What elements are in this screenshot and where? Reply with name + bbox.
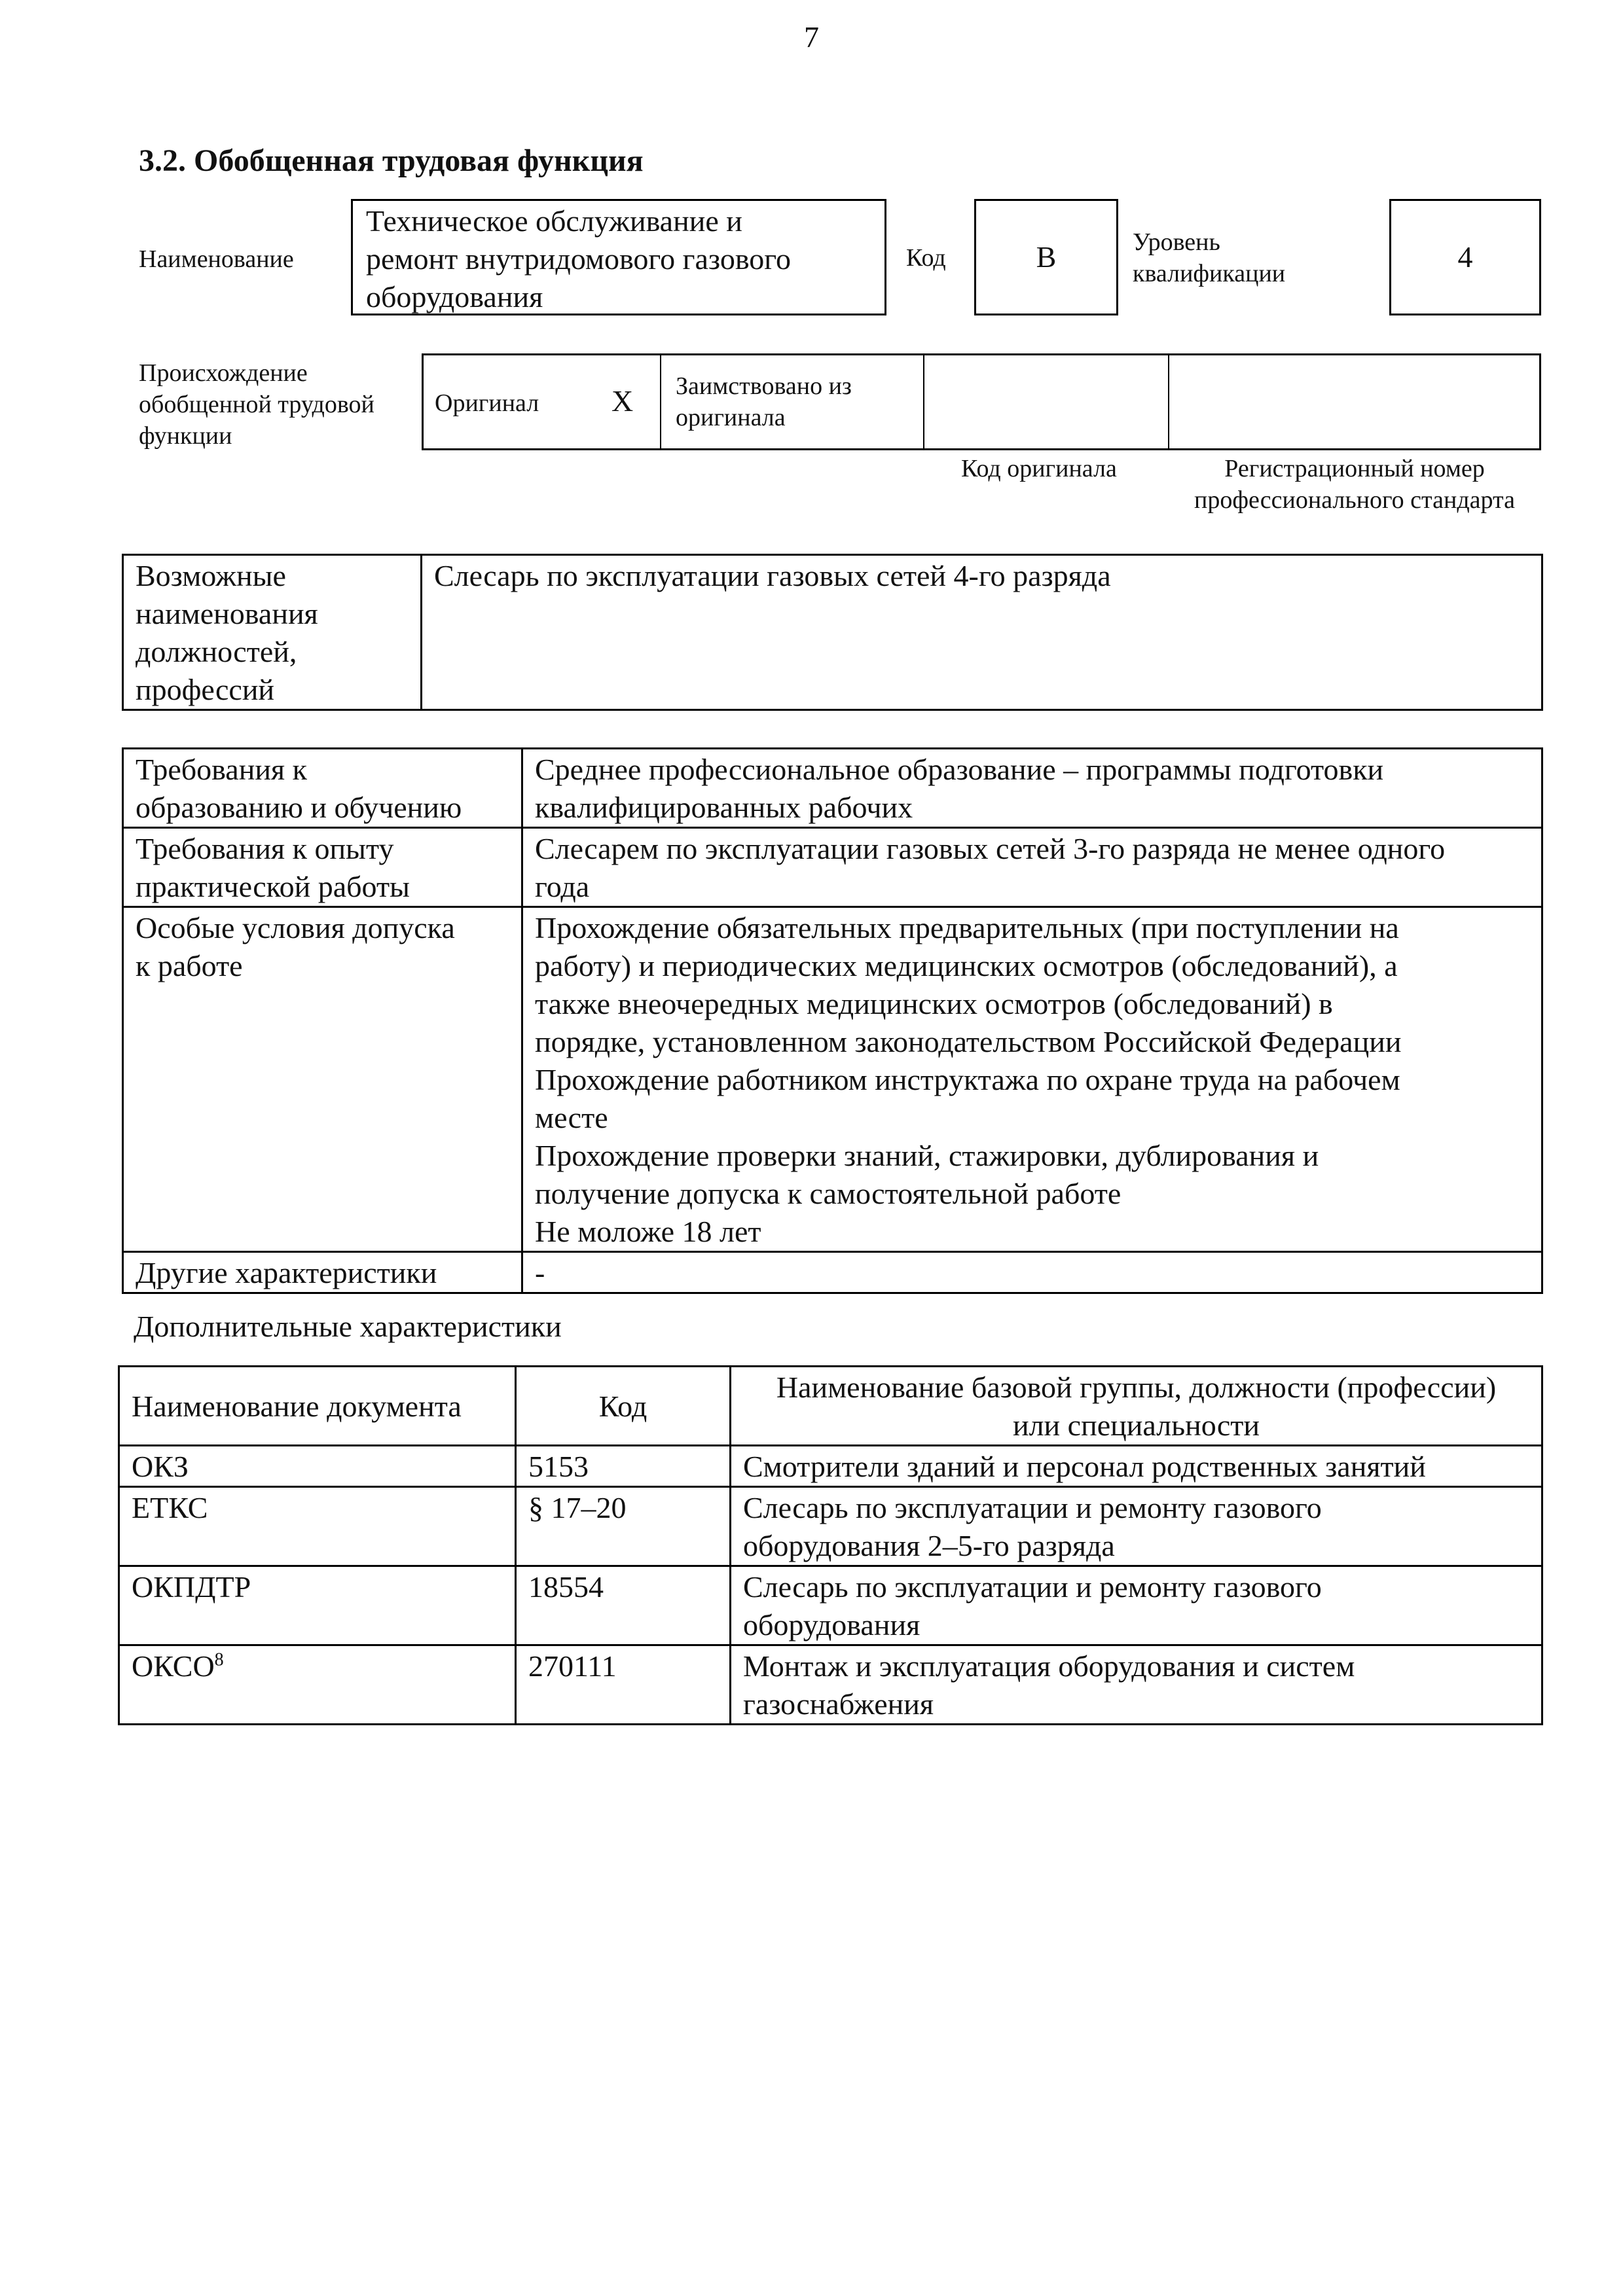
positions-table: [122, 554, 1543, 711]
table-row: [119, 1566, 1542, 1645]
origin-label: Происхождение обобщенной трудовой функции: [139, 359, 374, 450]
origin-divider: [660, 353, 661, 450]
doc-cell: [119, 1566, 516, 1645]
positions-row: [123, 555, 1542, 710]
doc-footnote: 8: [214, 1649, 224, 1670]
doc-cell: [119, 1645, 516, 1725]
positions-value: Слесарь по эксплуатации газовых сетей 4-го разряда: [422, 555, 1542, 710]
origin-box: [422, 353, 1541, 450]
requirement-value: -: [522, 1252, 1542, 1293]
origin-divider: [923, 353, 924, 450]
code-cell: 18554: [516, 1566, 731, 1645]
table-row: [123, 749, 1542, 828]
requirement-label: Другие характеристики: [123, 1252, 522, 1293]
requirement-label: Требования к образованию и обучению: [123, 749, 522, 828]
section-title: 3.2. Обобщенная трудовая функция: [139, 143, 644, 178]
requirement-label: Особые условия допуска к работе: [123, 907, 522, 1252]
requirement-value: Среднее профессиональное образование – программы подготовки квалифицированных рабочих: [522, 749, 1542, 828]
table-row: [123, 907, 1542, 1252]
header-name: Наименование базовой группы, должности (профессии) или специальности: [731, 1367, 1542, 1446]
table-row: [123, 828, 1542, 907]
header-code: Код: [516, 1367, 731, 1446]
table-row: [119, 1487, 1542, 1566]
name-cell: Слесарь по эксплуатации и ремонту газового оборудования: [731, 1566, 1542, 1645]
original-mark: X: [611, 384, 634, 418]
additional-title: Дополнительные характеристики: [134, 1310, 562, 1343]
table-row: [119, 1446, 1542, 1487]
doc-name: ОКСО: [132, 1649, 215, 1683]
code-cell: § 17–20: [516, 1487, 731, 1566]
doc-cell: [119, 1487, 516, 1566]
level-label: Уровень квалификации: [1133, 228, 1286, 287]
name-cell: Слесарь по эксплуатации и ремонту газового оборудования 2–5-го разряда: [731, 1487, 1542, 1566]
original-label: Оригинал: [435, 389, 539, 417]
additional-table: [118, 1365, 1543, 1725]
name-cell: Смотрители зданий и персонал родственных занятий: [731, 1446, 1542, 1487]
code-cell: 270111: [516, 1645, 731, 1725]
positions-label: Возможные наименования должностей, профессий: [123, 555, 422, 710]
page-number: 7: [804, 20, 819, 54]
table-header-row: [119, 1367, 1542, 1446]
name-label: Наименование: [139, 245, 294, 273]
code-value: B: [974, 199, 1118, 315]
borrowed-label: Заимствовано из оригинала: [676, 372, 852, 431]
code-label: Код: [906, 244, 946, 272]
requirement-value: Прохождение обязательных предварительных (при поступлении на работу) и периодических медицинских осмотров (обследований), а также внеочередных медицинских осмотров (обследований) в порядке, установленном законодательством Российской Федерации Прохождение работником инструктажа по охране труда на рабочем месте Прохождение проверки знаний, стажировки, дублирования и получение допуска к самостоятельной работе Не моложе 18 лет: [522, 907, 1542, 1252]
doc-name: ЕТКС: [132, 1491, 208, 1524]
name-value: Техническое обслуживание и ремонт внутридомового газового оборудования: [351, 199, 886, 315]
requirement-label: Требования к опыту практической работы: [123, 828, 522, 907]
requirement-value: Слесарем по эксплуатации газовых сетей 3-го разряда не менее одного года: [522, 828, 1542, 907]
table-row: [123, 1252, 1542, 1293]
doc-cell: [119, 1446, 516, 1487]
origin-divider: [1168, 353, 1169, 450]
table-row: [119, 1645, 1542, 1725]
code-cell: 5153: [516, 1446, 731, 1487]
reg-number-caption: Регистрационный номер профессионального стандарта: [1194, 455, 1515, 514]
level-value: 4: [1389, 199, 1541, 315]
header-doc: Наименование документа: [119, 1367, 516, 1446]
name-cell: Монтаж и эксплуатация оборудования и систем газоснабжения: [731, 1645, 1542, 1725]
requirements-table: [122, 747, 1543, 1294]
doc-name: ОКЗ: [132, 1450, 189, 1483]
doc-name: ОКПДТР: [132, 1570, 251, 1604]
original-code-caption: Код оригинала: [961, 455, 1117, 482]
